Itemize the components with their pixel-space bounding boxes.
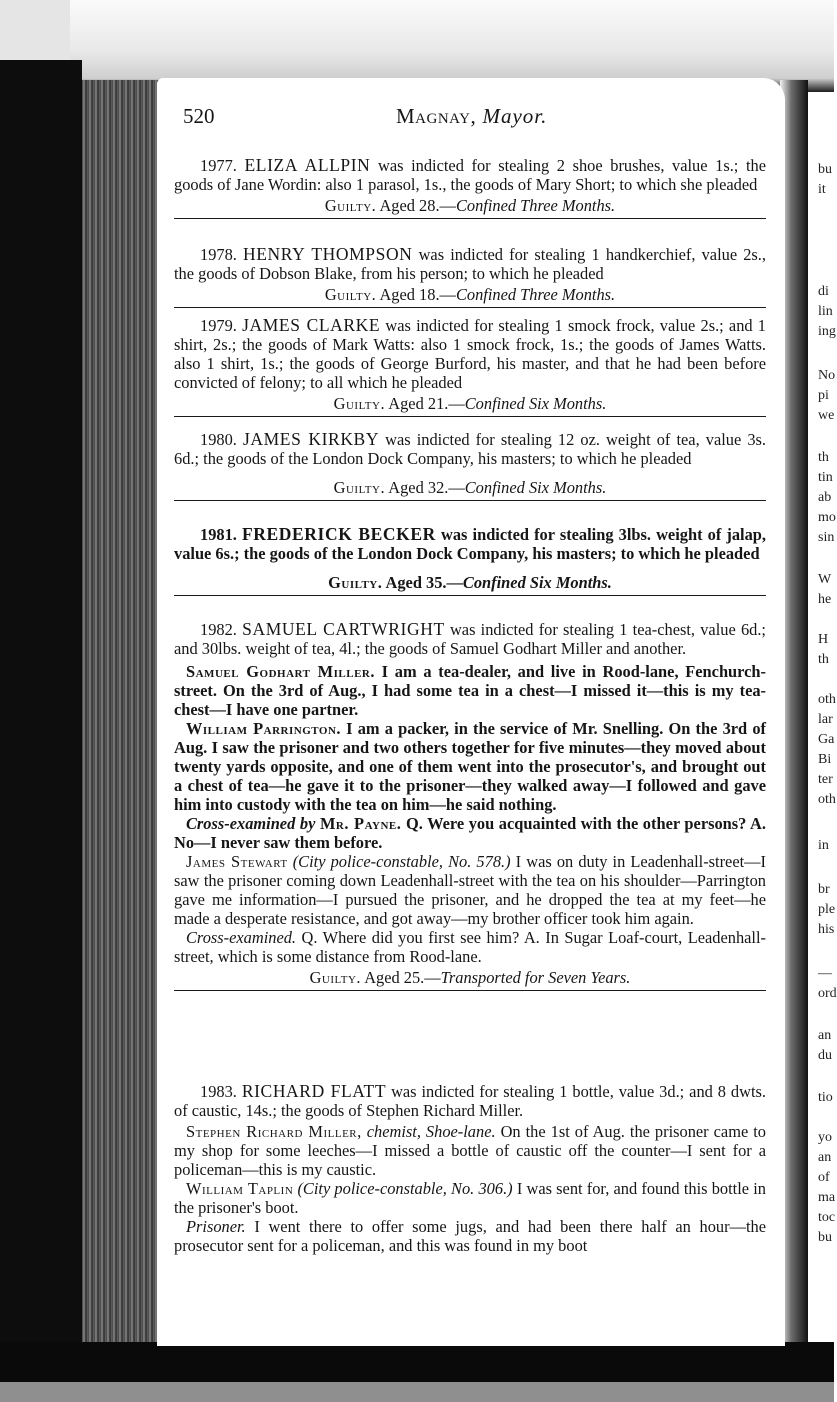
verdict-line: Guilty. Aged 28.—Confined Three Months. bbox=[174, 196, 766, 219]
case-1983 bbox=[174, 1082, 766, 1255]
facing-page-text: we bbox=[818, 408, 835, 423]
facing-page-text: it bbox=[818, 182, 826, 197]
page-title: Magnay, Mayor. bbox=[396, 104, 548, 128]
facing-page-text: toc bbox=[818, 1210, 836, 1225]
cross-examination-payne: Cross-examined by Mr. Payne. Q. Were you acquainted with the other persons? A. No—I never saw them before. bbox=[174, 814, 766, 852]
testimony-miller: Samuel Godhart Miller. I am a tea-dealer, and live in Rood-lane, Fenchurch-street. On the 3rd of Aug., I had some tea in a chest—I missed it—this is my tea-chest—I have one partner. bbox=[174, 662, 766, 719]
scan-bottom-edge bbox=[0, 1382, 834, 1402]
facing-page-text: in bbox=[818, 838, 829, 853]
book-page-edges bbox=[82, 80, 160, 1350]
facing-page-text: th bbox=[818, 450, 829, 465]
facing-page-text: di bbox=[818, 284, 829, 299]
facing-page-text: an bbox=[818, 1028, 832, 1043]
facing-page-text: tio bbox=[818, 1090, 833, 1105]
case-paragraph bbox=[174, 620, 766, 658]
facing-page-text: oth bbox=[818, 692, 836, 707]
case-number: 1983. bbox=[200, 1082, 237, 1101]
cross-examination-stewart: Cross-examined. Q. Where did you first see him? A. In Sugar Loaf-court, Leadenhall-street, which is some distance from Rood-lane. bbox=[174, 928, 766, 966]
case-1981 bbox=[174, 525, 766, 596]
facing-page-text: br bbox=[818, 882, 830, 897]
case-paragraph bbox=[174, 1082, 766, 1120]
testimony-taplin: William Taplin (City police-constable, No. 306.) I was sent for, and found this bottle in the prisoner's boot. bbox=[174, 1179, 766, 1217]
facing-page-text: W bbox=[818, 572, 832, 587]
case-text: was indicted for stealing 1 smock frock, value 2s.; and 1 shirt, 2s.; the goods of Mark Watts: also 1 smock frock, 1s.; the goods of James Watts. also 1 shirt, 1s.; the goods of George Burford, his master, and that he had been before convicted of felony; to all which he pleaded bbox=[174, 316, 766, 392]
testimony-stewart: James Stewart (City police-constable, No. 578.) I was on duty in Leadenhall-street—I saw the prisoner coming down Leadenhall-street with the tea on his shoulder—Parrington gave me information—I pursued the prisoner, and he dropped the tea at my feet—he made a desperate resistance, and got away—my brother officer took him again. bbox=[174, 852, 767, 928]
case-1977 bbox=[174, 156, 766, 219]
case-paragraph bbox=[174, 525, 766, 563]
facing-page-fragment bbox=[808, 140, 837, 1340]
facing-page-text: of bbox=[818, 1170, 830, 1185]
defendant-name: SAMUEL CARTWRIGHT bbox=[242, 619, 445, 639]
facing-page-text: No bbox=[818, 368, 836, 383]
case-number: 1979. bbox=[200, 316, 237, 335]
case-1982 bbox=[174, 620, 766, 991]
facing-page-text: ab bbox=[818, 490, 832, 505]
case-number: 1982. bbox=[200, 620, 237, 639]
facing-page-text: th bbox=[818, 652, 829, 667]
verdict-line: Guilty. Aged 21.—Confined Six Months. bbox=[174, 394, 766, 417]
running-head bbox=[183, 104, 773, 132]
facing-page-text: tin bbox=[818, 470, 833, 485]
page-number: 520 bbox=[183, 104, 215, 128]
facing-page-text: mo bbox=[818, 510, 836, 525]
case-number: 1981. bbox=[200, 525, 237, 544]
defendant-name: JAMES CLARKE bbox=[242, 315, 381, 335]
case-text: was indicted for stealing 1 bottle, value 3d.; and 8 dwts. of caustic, 14s.; the goods of Stephen Richard Miller. bbox=[174, 1082, 766, 1120]
verdict-line: Guilty. Aged 32.—Confined Six Months. bbox=[174, 478, 766, 501]
facing-page-text: he bbox=[818, 592, 832, 607]
case-1980 bbox=[174, 430, 766, 501]
defendant-name: FREDERICK BECKER bbox=[242, 524, 436, 544]
prisoner-statement: Prisoner. I went there to offer some jugs, and had been there half an hour—the prosecutor sent for a policeman, and this was found in my boot bbox=[174, 1217, 766, 1255]
defendant-name: HENRY THOMPSON bbox=[243, 244, 413, 264]
case-paragraph bbox=[174, 245, 766, 283]
verdict-line: Guilty. Aged 18.—Confined Three Months. bbox=[174, 285, 766, 308]
testimony-stephen-miller: Stephen Richard Miller, chemist, Shoe-lane. On the 1st of Aug. the prisoner came to my shop for some leeches—I missed a bottle of caustic off the counter—I sent for a policeman—this is my caustic. bbox=[174, 1122, 766, 1179]
case-text: was indicted for stealing 3lbs. weight of jalap, value 6s.; the goods of the London Dock Company, his masters; to which he pleaded bbox=[174, 525, 767, 563]
case-text: was indicted for stealing 1 tea-chest, value 6d.; and 30lbs. weight of tea, 4l.; the goods of Samuel Godhart Miller and another. bbox=[174, 620, 766, 658]
defendant-name: ELIZA ALLPIN bbox=[244, 155, 371, 175]
facing-page-text: ing bbox=[818, 324, 836, 339]
facing-page-text: H bbox=[818, 632, 829, 647]
facing-page-text: bu bbox=[818, 1230, 832, 1245]
facing-page-text: Bi bbox=[818, 752, 832, 767]
case-text: was indicted for stealing 1 handkerchief, value 2s., the goods of Dobson Blake, from his person; to which he pleaded bbox=[174, 245, 766, 283]
verdict-line: Guilty. Aged 25.—Transported for Seven Years. bbox=[174, 968, 766, 991]
case-number: 1977. bbox=[200, 156, 237, 175]
case-number: 1978. bbox=[200, 245, 237, 264]
case-number: 1980. bbox=[200, 430, 237, 449]
case-1978 bbox=[174, 245, 766, 308]
facing-page-text: sin bbox=[818, 530, 835, 545]
facing-page-text: ple bbox=[818, 902, 836, 917]
case-text: was indicted for stealing 2 shoe brushes, value 1s.; the goods of Jane Wordin: also 1 parasol, 1s., the goods of Mary Short; to which she pleaded bbox=[174, 156, 766, 194]
facing-page-text: yo bbox=[818, 1130, 832, 1145]
facing-page-text: his bbox=[818, 922, 835, 937]
facing-page-text: ord bbox=[818, 986, 837, 1001]
facing-page-text: bu bbox=[818, 162, 832, 177]
verdict-line: Guilty. Aged 35.—Confined Six Months. bbox=[174, 573, 766, 596]
case-1979 bbox=[174, 316, 766, 417]
facing-page-text: — bbox=[818, 966, 832, 981]
testimony-parrington: William Parrington. I am a packer, in the service of Mr. Snelling. On the 3rd of Aug. I saw the prisoner and two others together for five minutes—they moved about twenty yards opposite, and one of them went into the prosecutor's, and brought out a chest of tea—he gave it to the prisoner—they walked away—I followed and gave him into custody with the tea on him—he said nothing. bbox=[174, 719, 766, 814]
defendant-name: JAMES KIRKBY bbox=[242, 429, 380, 449]
facing-page-text: Ga bbox=[818, 732, 835, 747]
facing-page-text: ter bbox=[818, 772, 833, 787]
facing-page-text: du bbox=[818, 1048, 832, 1063]
case-paragraph bbox=[174, 156, 766, 194]
facing-page-text: ma bbox=[818, 1190, 836, 1205]
facing-page-text: lar bbox=[818, 712, 833, 727]
facing-page-text: an bbox=[818, 1150, 832, 1165]
facing-page-text: lin bbox=[818, 304, 833, 319]
defendant-name: RICHARD FLATT bbox=[241, 1081, 387, 1101]
case-text: was indicted for stealing 12 oz. weight of tea, value 3s. 6d.; the goods of the London Dock Company, his masters; to which he pleaded bbox=[174, 430, 767, 468]
case-paragraph bbox=[174, 316, 766, 392]
facing-page-text: pi bbox=[818, 388, 829, 403]
facing-page-text: oth bbox=[818, 792, 836, 807]
scan-left-shadow bbox=[0, 60, 82, 1402]
case-paragraph bbox=[174, 430, 766, 468]
